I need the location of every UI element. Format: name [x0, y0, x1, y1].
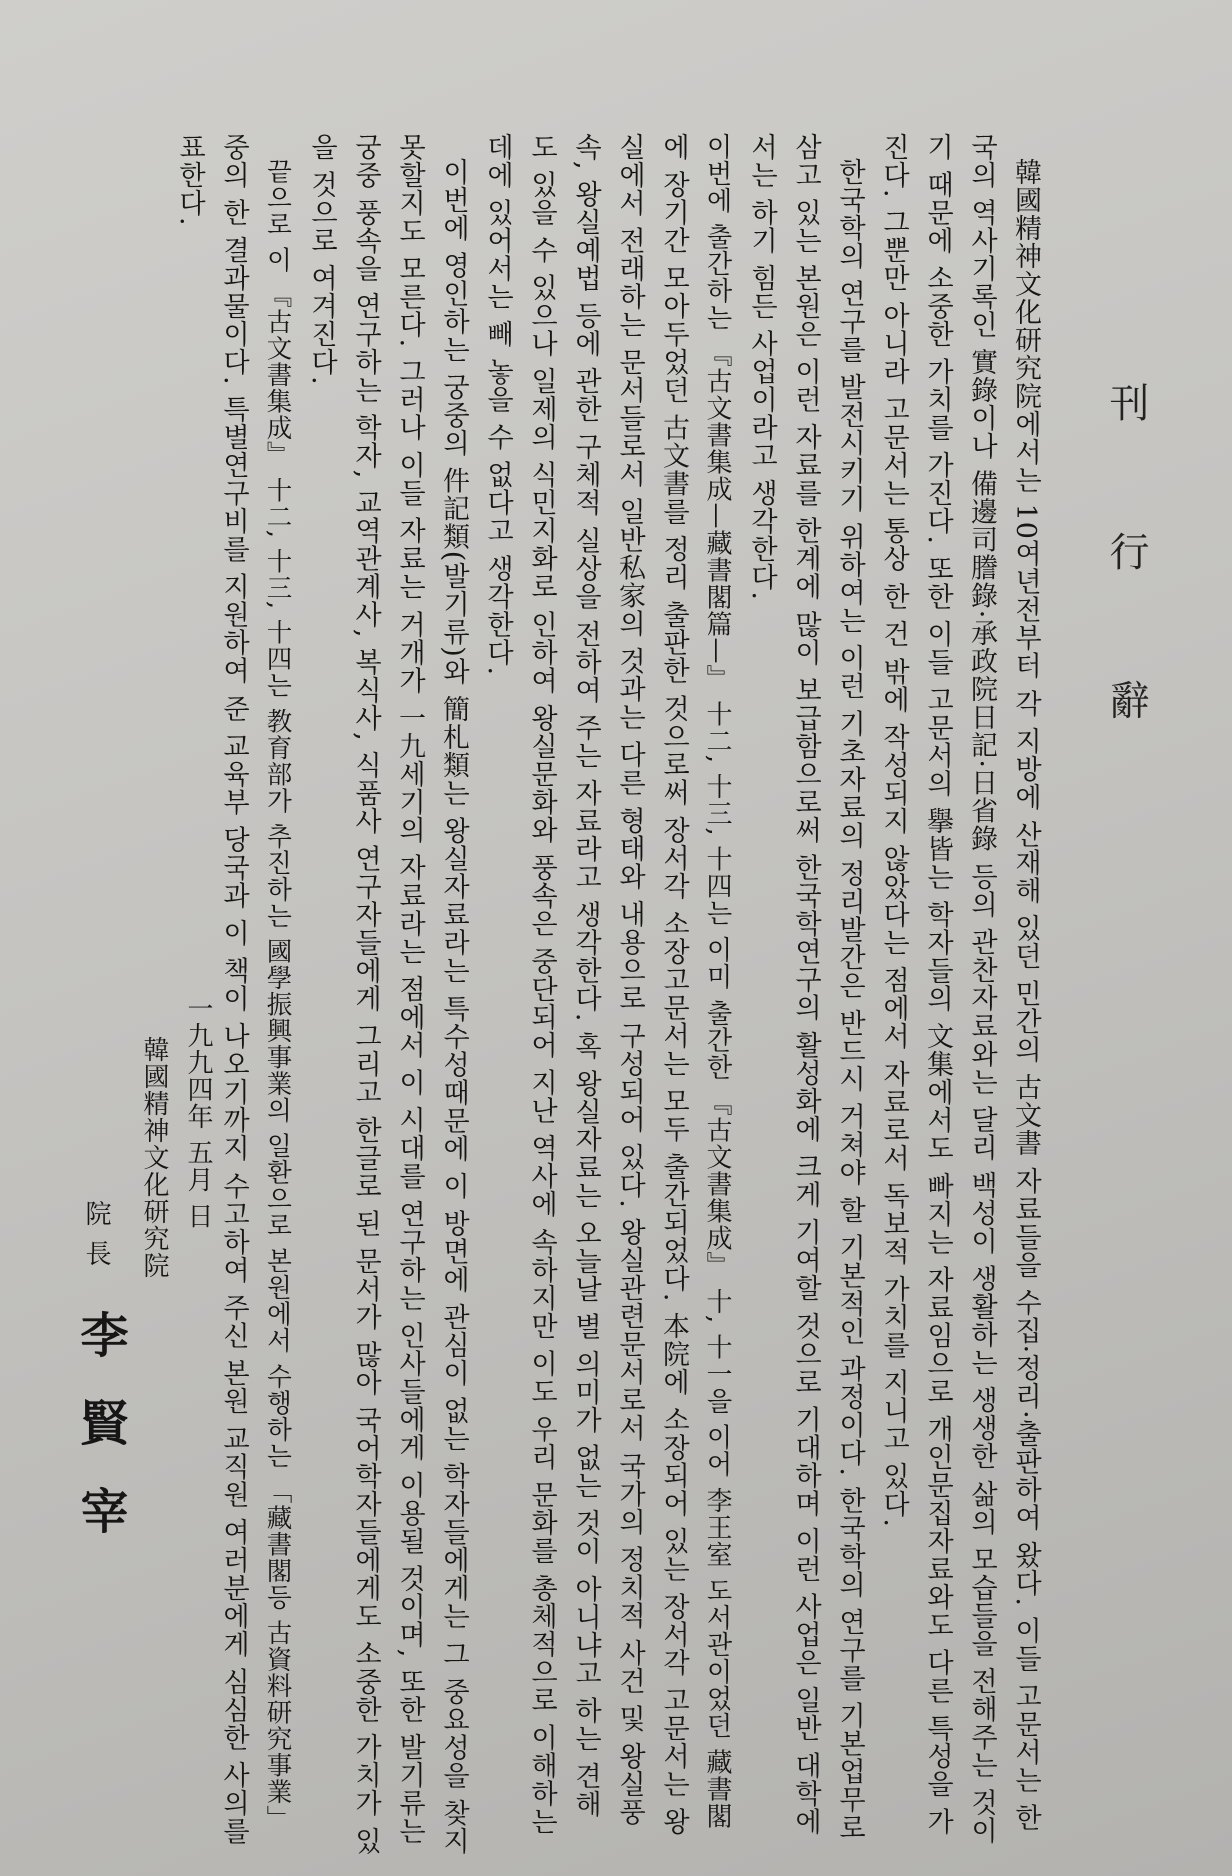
body-line-1: 韓國精神文化研究院에서는 10여년전부터 각 지방에 산재해 있던 민간의 古文書 자료들을 수집·정리·출판하여 왔다. 이들 고문서는 한 [1010, 158, 1041, 1832]
body-line-6: 삼고 있는 본원은 이런 자료를 한계에 많이 보급함으로써 한국학연구의 활성화에 크게 기여할 것으로 기대하며 이런 사업은 일반 대학에 [790, 133, 821, 1836]
body-line-14: 이번에 영인하는 궁중의 件記類(발기류)와 簡札類는 왕실자료라는 특수성때문에 이 방면에 관심이 없는 학자들에게는 그 중요성을 찾지 [438, 158, 469, 1856]
body-line-10: 실에서 전래하는 문서들로서 일반私家의 것과는 다른 형태와 내용으로 구성되어 있다. 왕실관련문서로서 국가의 정치적 사건 및 왕실풍 [614, 133, 645, 1827]
body-line-3: 기 때문에 소중한 가치를 가진다. 또한 이들 고문서의 擧皆는 학자들의 文集에서도 빠지는 자료임으로 개인문집자료와도 다른 특성을 가 [922, 133, 953, 1836]
page-title: 刊 行 辭 [1103, 382, 1149, 768]
signature-name: 李賢宰 [72, 1310, 128, 1574]
body-line-4: 진다. 그뿐만 아니라 고문서는 통상 한 건 밖에 작성되지 않았다는 점에서 자료로서 독보적 가치를 지니고 있다. [878, 133, 909, 1528]
body-line-7: 서는 하기 힘든 사업이라고 생각한다. [746, 133, 777, 601]
body-line-13: 데에 있어서는 빼 놓을 수 없다고 생각한다. [482, 133, 513, 677]
body-line-9: 에 장기간 모아두었던 古文書를 정리 출판한 것으로써 장서각 소장고문서는 모두 출간되었다. 本院에 소장되어 있는 장서각 고문서는 왕 [658, 133, 689, 1836]
body-line-15: 못할지도 모른다. 그러나 이들 자료는 거개가 一九세기의 자료라는 점에서 이 시대를 연구하는 인사들에게 이용될 것이며, 또한 발기류는 [394, 133, 425, 1846]
body-line-2: 국의 역사기록인 實錄이나 備邊司謄錄·承政院日記·日省錄 등의 관찬자료와는 달리 백성이 생활하는 생생한 삶의 모습들을 전해주는 것이 [966, 133, 997, 1845]
signature-role: 院長 [81, 1200, 111, 1280]
signature-institute: 韓國精神文化研究院 [139, 1036, 169, 1279]
body-line-16: 궁중 풍속을 연구하는 학자, 교역관계사, 복식사, 식품사 연구자들에게 그리고 한글로 된 문서가 많아 국어학자들에게도 소중한 가치가 있 [350, 133, 381, 1856]
body-line-19: 중의 한 결과물이다. 특별연구비를 지원하여 준 교육부 당국과 이 책이 나오기까지 수고하여 주신 본원 교직원 여러분에게 심심한 사의를 [218, 133, 249, 1846]
body-line-5: 한국학의 연구를 발전시키기 위하여는 이런 기초자료의 정리발간은 반드시 거쳐야 할 기본적인 과정이다. 한국학의 연구를 기본업무로 [834, 158, 865, 1842]
signature-date: 一九九四年 五月 日 [183, 995, 213, 1230]
body-line-18: 끝으로 이 『古文書集成』 十二, 十三, 十四는 教育部가 추진하는 國學振興事業의 일환으로 본원에서 수행하는 「藏書閣등 古資料研究事業」 [262, 158, 293, 1832]
body-line-8: 이번에 출간하는 『古文書集成—藏書閣篇—』 十二, 十三, 十四는 이미 출간한 『古文書集成』 十, 十一을 이어 李王室 도서관이었던 藏書閣 [702, 133, 732, 1830]
body-line-12: 도 있을 수 있으나 일제의 식민지화로 인하여 왕실문화와 풍속은 중단되어 지난 역사에 속하지만 이도 우리 문화를 총체적으로 이해하는 [526, 133, 557, 1836]
body-line-20: 표한다. [174, 133, 205, 227]
body-line-11: 속, 왕실예법 등에 관한 구체적 실상을 전하여 주는 자료라고 생각한다. 혹 왕실자료는 오늘날 별 의미가 없는 것이 아니냐고 하는 견해 [570, 133, 601, 1819]
body-line-17: 을 것으로 여겨진다. [306, 133, 337, 386]
